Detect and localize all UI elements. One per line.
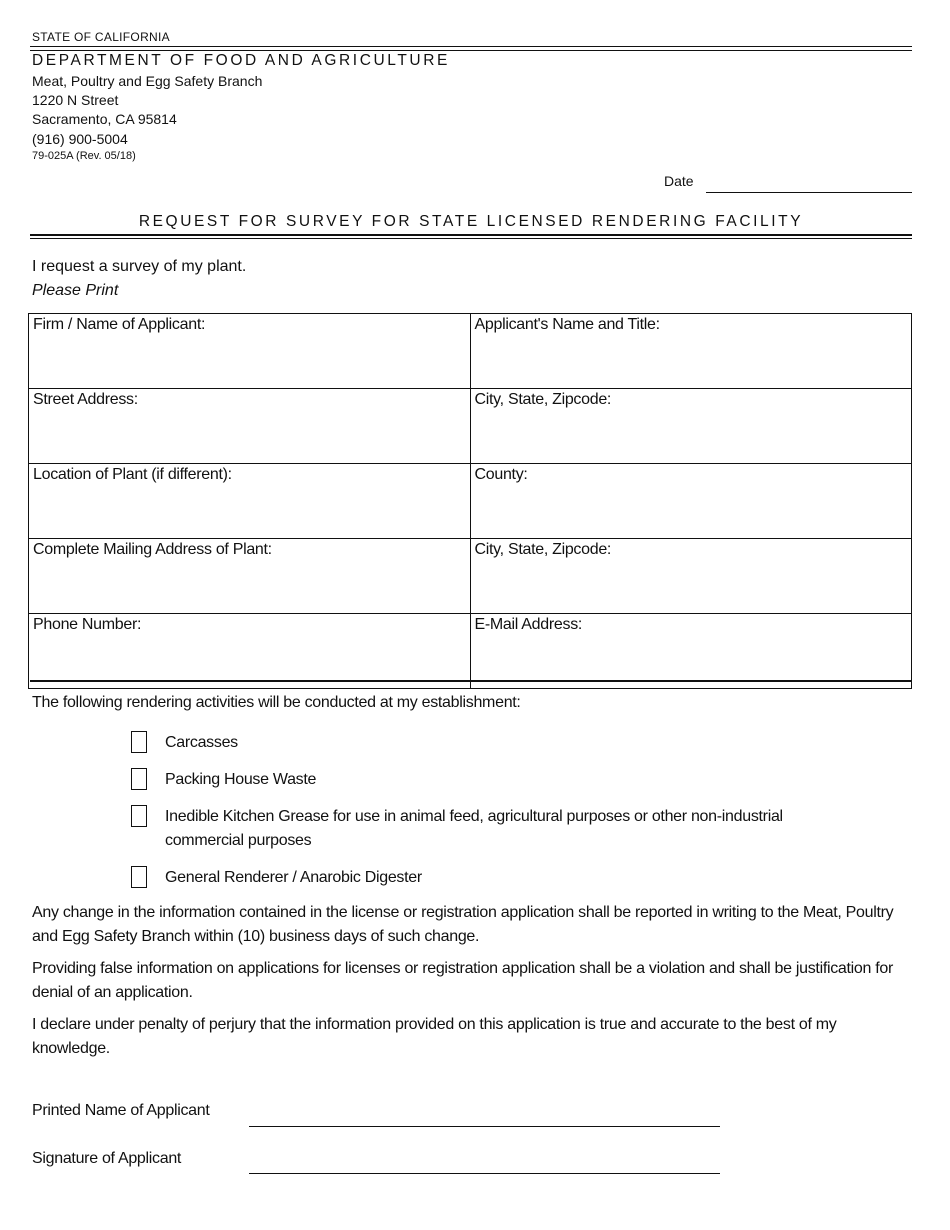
checkbox-label: Carcasses [165,734,238,751]
field-label: Applicant's Name and Title: [474,316,660,333]
field-label: Location of Plant (if different): [33,466,232,483]
email-address-field[interactable] [470,614,912,689]
general-renderer-checkbox[interactable] [131,866,147,888]
form-number: 79-025A (Rev. 05/18) [32,150,136,162]
field-label: County: [474,466,528,483]
field-label: City, State, Zipcode: [474,541,612,558]
activity-packing-house-waste [131,768,865,792]
form-title: REQUEST FOR SURVEY FOR STATE LICENSED RENDERING FACILITY [138,213,804,230]
state-name: STATE OF CALIFORNIA [32,30,170,44]
inedible-kitchen-grease-checkbox[interactable] [131,805,147,827]
street-address-field[interactable] [29,389,471,464]
plant-location-field[interactable] [29,464,471,539]
false-info-paragraph: Providing false information on applications for licenses or registration application shall be a violation and shall be justification for denial of an application. [32,960,894,1001]
department-name: DEPARTMENT OF FOOD AND AGRICULTURE [32,52,450,69]
title-rule [30,238,912,239]
checkbox-label: Packing House Waste [165,771,317,788]
branch-street: 1220 N Street [32,92,119,108]
branch-city: Sacramento, CA 95814 [32,111,177,127]
field-label: Phone Number: [33,616,142,633]
title-rule [30,234,912,236]
please-print-note: Please Print [32,282,119,299]
activities-label: The following rendering activities will be conducted at my establishment: [32,694,521,711]
printed-name-field[interactable] [249,1126,720,1127]
field-label: Street Address: [33,391,138,408]
checkbox-label: General Renderer / Anarobic Digester [165,869,422,886]
plant-mailing-address-field[interactable] [29,539,471,614]
plant-city-state-zip-field[interactable] [470,539,912,614]
applicant-info-table [28,313,912,689]
city-state-zip-field[interactable] [470,389,912,464]
change-notice-paragraph: Any change in the information contained in the license or registration application shall be reported in writing to the Meat, Poultry and Egg Safety Branch within (10) business days of such change. [32,904,894,945]
checkbox-label: Inedible Kitchen Grease for use in animal feed, agricultural purposes or other non-industrial commercial purposes [165,808,783,849]
branch-phone: (916) 900-5004 [32,131,128,147]
packing-house-waste-checkbox[interactable] [131,768,147,790]
signature-field[interactable] [249,1173,720,1174]
phone-number-field[interactable] [29,614,471,689]
signature-label: Signature of Applicant [32,1150,182,1167]
activity-general-renderer [131,866,865,890]
activity-inedible-kitchen-grease [131,805,865,853]
activity-carcasses [131,731,865,755]
header-rule [30,46,912,47]
field-label: City, State, Zipcode: [474,391,612,408]
carcasses-checkbox[interactable] [131,731,147,753]
applicant-name-title-field[interactable] [470,314,912,389]
field-label: E-Mail Address: [474,616,583,633]
firm-name-field[interactable] [29,314,471,389]
date-field[interactable] [706,192,912,193]
date-label: Date [664,173,694,189]
section-rule [30,680,912,682]
branch-name: Meat, Poultry and Egg Safety Branch [32,73,263,89]
field-label: Firm / Name of Applicant: [33,316,206,333]
county-field[interactable] [470,464,912,539]
header-rule [30,50,912,51]
printed-name-label: Printed Name of Applicant [32,1102,210,1119]
field-label: Complete Mailing Address of Plant: [33,541,272,558]
intro-text: I request a survey of my plant. [32,258,247,275]
perjury-declaration-paragraph: I declare under penalty of perjury that the information provided on this application is true and accurate to the best of my knowledge. [32,1016,837,1057]
